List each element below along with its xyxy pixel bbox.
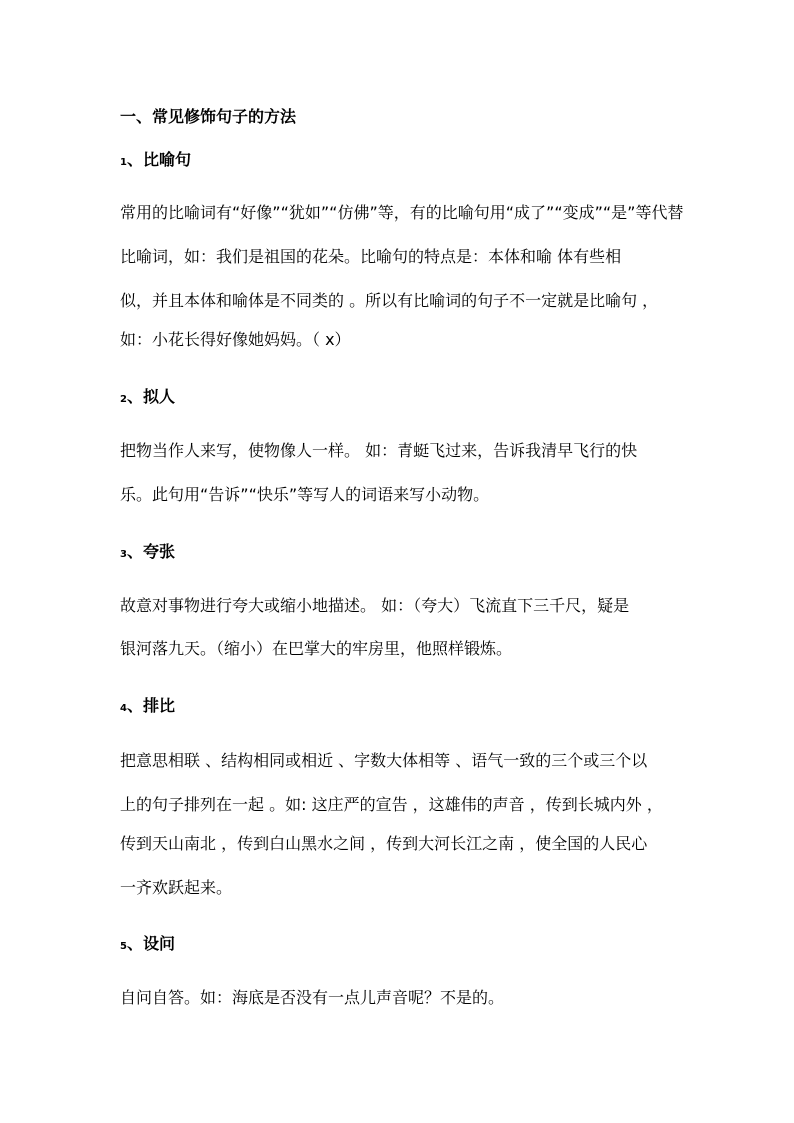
section-separator: 、 bbox=[126, 387, 143, 406]
paragraph-line: 比喻词，如：我们是祖国的花朵。比喻句的特点是：本体和喻 体有些相 bbox=[120, 247, 622, 266]
section-number: 2 bbox=[120, 394, 127, 405]
paragraph-line: 乐。此句用“告诉”“快乐”等写人的词语来写小动物。 bbox=[120, 485, 490, 504]
paragraph-line: 自问自答。如：海底是否没有一点儿声音呢？不是的。 bbox=[120, 988, 505, 1007]
section-separator: 、 bbox=[126, 542, 143, 561]
section-heading-3 bbox=[120, 542, 175, 565]
section-title: 设问 bbox=[142, 934, 175, 953]
paragraph-line: 把意思相联 、结构相同或相近 、字数大体相等 、语气一致的三个或三个以 bbox=[120, 751, 648, 770]
paragraph-line: 似，并且本体和喻体是不同类的 。所以有比喻词的句子不一定就是比喻句 ， bbox=[120, 291, 659, 310]
paragraph-line: 上的句子排列在一起 。如: 这庄严的宣告 ，这雄伟的声音 ，传到长城内外 ， bbox=[120, 795, 663, 814]
section-heading-1 bbox=[120, 150, 191, 173]
section-number: 5 bbox=[120, 941, 127, 952]
section-separator: 、 bbox=[126, 934, 143, 953]
section-separator: 、 bbox=[126, 696, 143, 715]
section-number: 4 bbox=[120, 703, 127, 714]
section-heading-4 bbox=[120, 696, 175, 719]
paragraph-line: 一齐欢跃起来。 bbox=[120, 878, 233, 897]
section-title: 拟人 bbox=[142, 387, 175, 406]
section-title: 排比 bbox=[142, 696, 175, 715]
paragraph-line: 如：小花长得好像她妈妈。（ x） bbox=[120, 330, 351, 349]
paragraph-line: 故意对事物进行夸大或缩小地描述。 如：（夸大）飞流直下三千尺，疑是 bbox=[120, 596, 630, 615]
section-heading-5 bbox=[120, 934, 175, 957]
section-heading-2 bbox=[120, 387, 175, 410]
paragraph-line: 传到天山南北 ，传到白山黑水之间 ，传到大河长江之南 ，使全国的人民心 bbox=[120, 834, 648, 853]
paragraph-line: 把物当作人来写，使物像人一样。 如：青蜓飞过来，告诉我清早飞行的快 bbox=[120, 441, 638, 460]
section-number: 1 bbox=[120, 157, 127, 168]
section-number: 3 bbox=[120, 549, 127, 560]
section-title: 比喻句 bbox=[142, 150, 191, 169]
main-title: 一、常见修饰句子的方法 bbox=[120, 107, 297, 126]
paragraph-line: 银河落九天。（缩小）在巴掌大的牢房里，他照样锻炼。 bbox=[120, 639, 513, 658]
section-separator: 、 bbox=[126, 150, 143, 169]
paragraph-line: 常用的比喻词有“好像”“犹如”“仿佛”等，有的比喻句用“成了”“变成”“是”等代替 bbox=[120, 203, 684, 222]
section-title: 夸张 bbox=[142, 542, 175, 561]
